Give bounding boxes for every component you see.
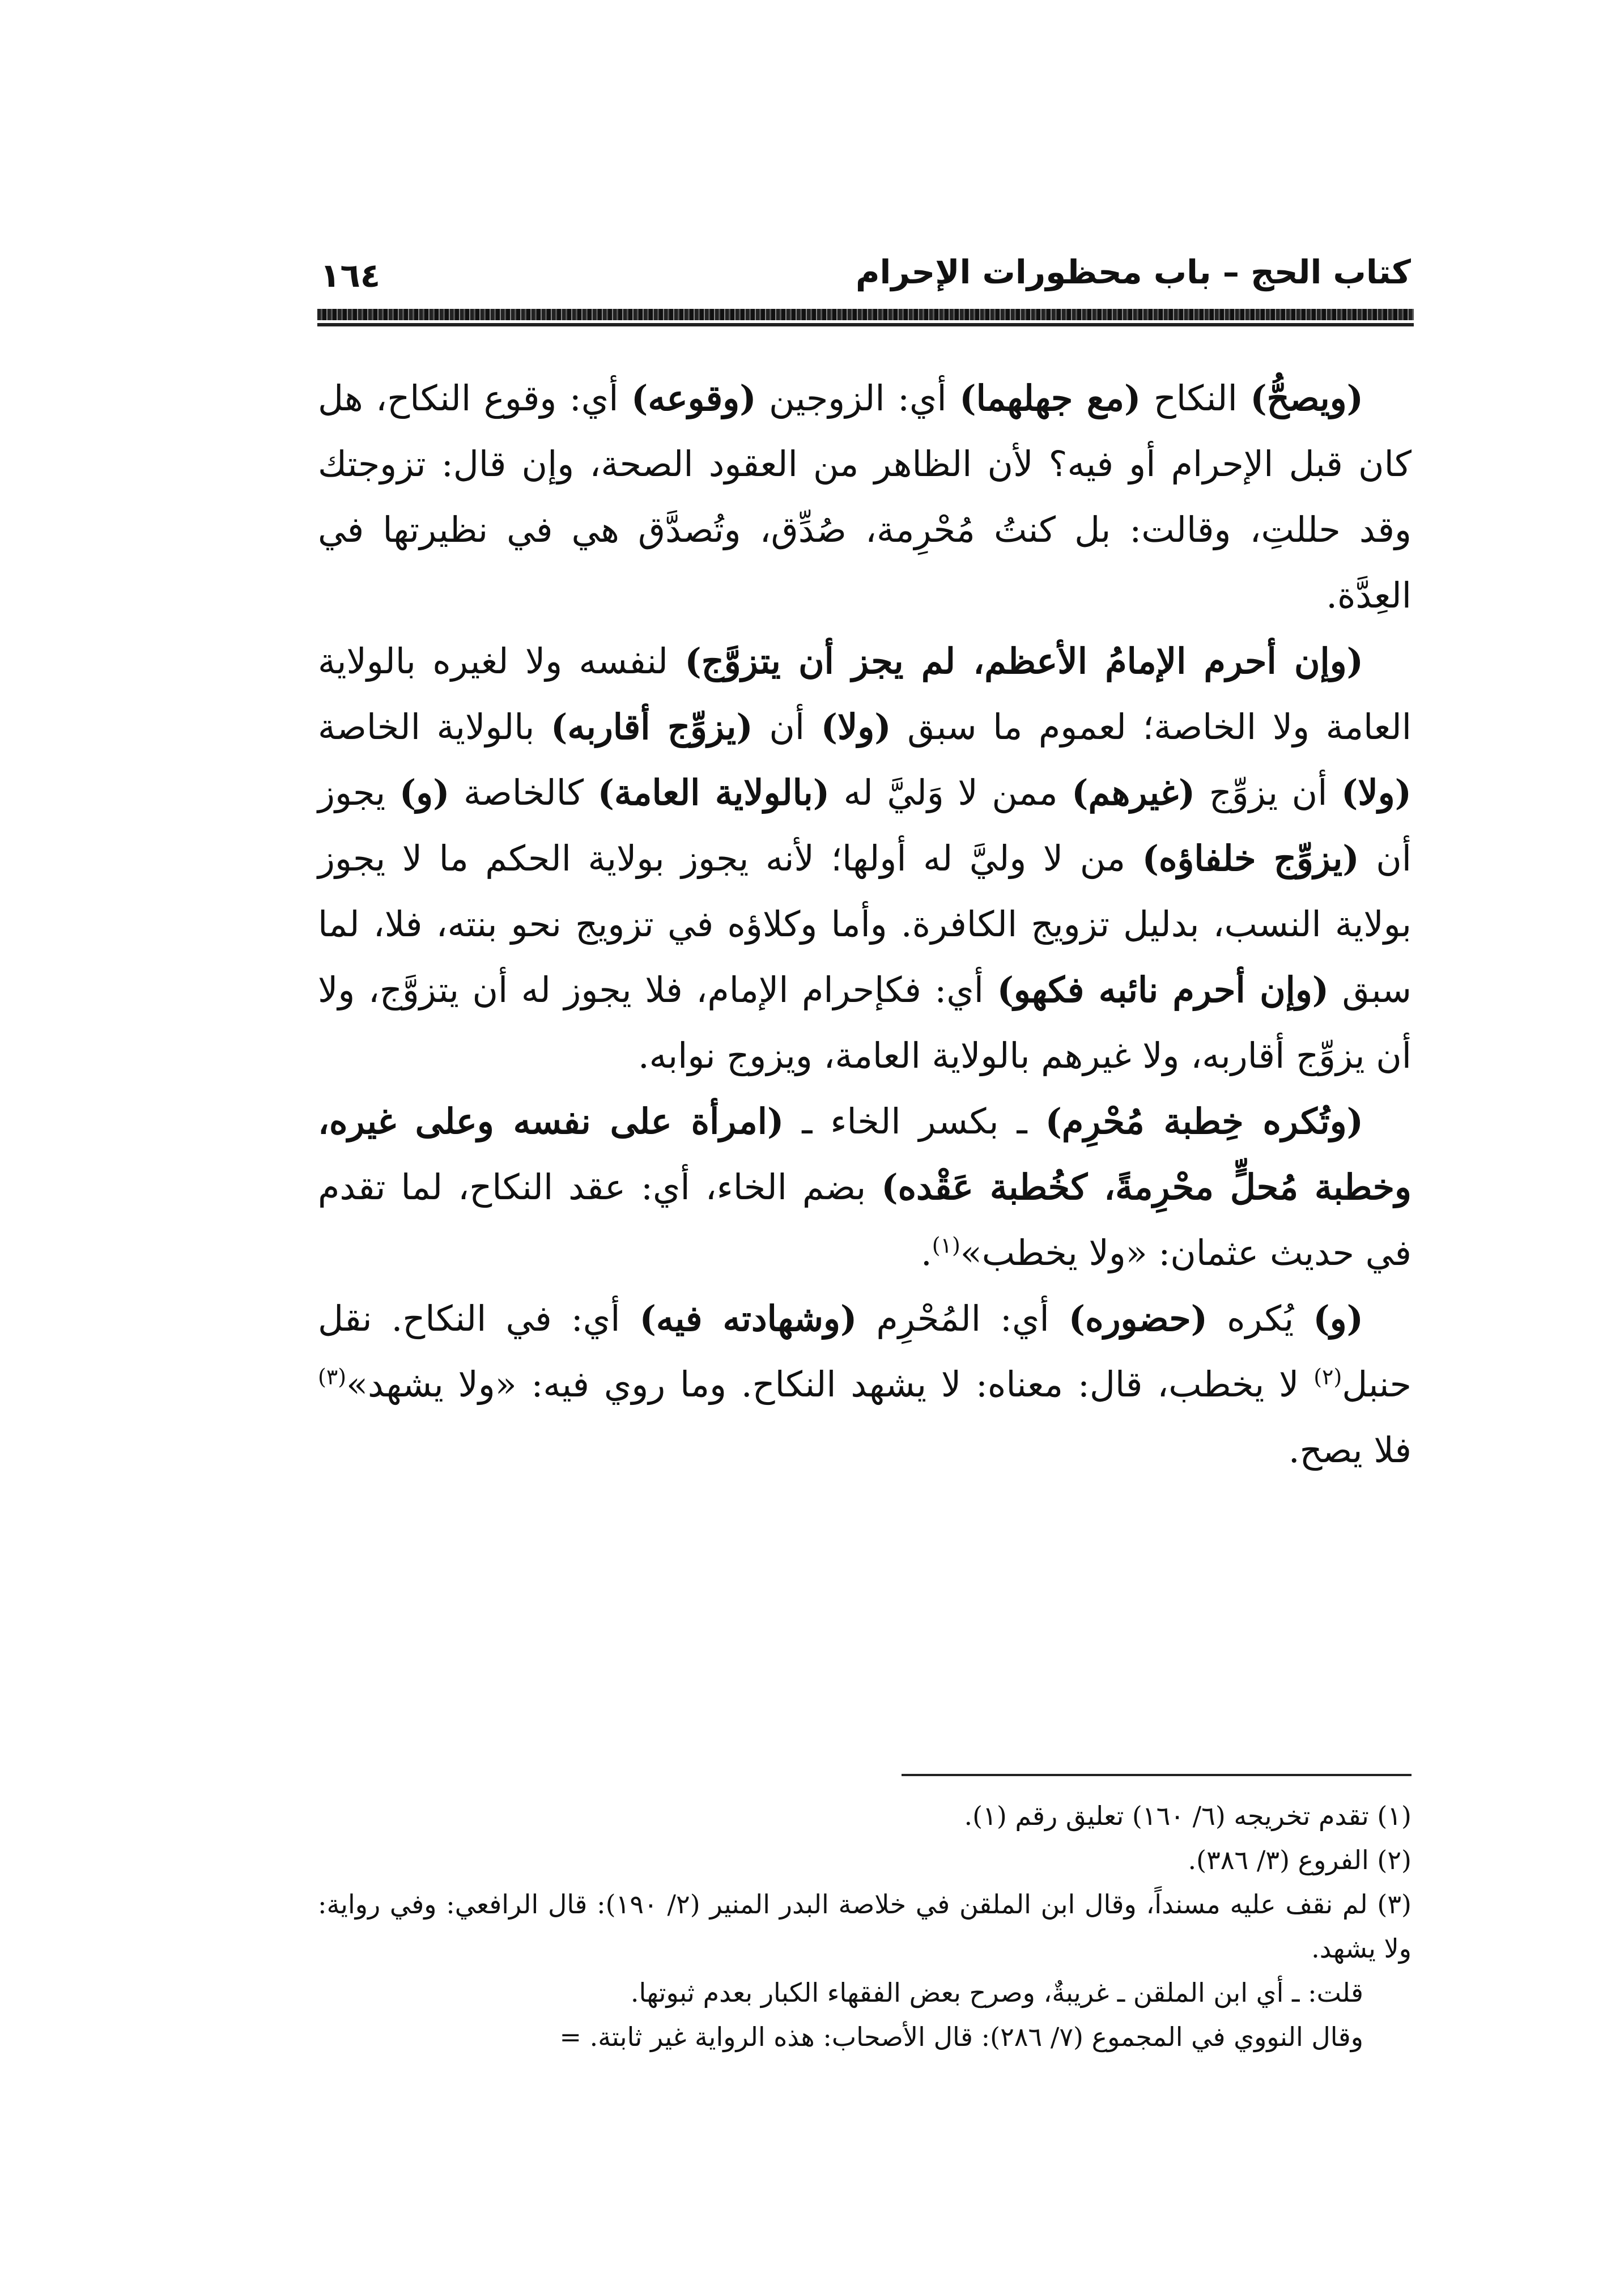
matn-text: (ويصحُّ): [1250, 377, 1363, 419]
sharh-text: لنفسه ولا لغيره بالولاية العامة ولا الخاصة؛ لعموم ما سبق: [318, 640, 1412, 748]
matn-text: (امرأة على نفسه وعلى غيره، وخطبة مُحلٍّ محْرِمةً، كخُطبة عَقْده): [318, 1101, 1412, 1208]
paragraph-3: [318, 1089, 1412, 1286]
main-text: [318, 366, 1412, 1483]
footnote-3: (٣) لم نقف عليه مسنداً، وقال ابن الملقن في خلاصة البدر المنير (٢/ ١٩٠): قال الرافعي: وفي رواية: ولا يشهد.: [318, 1889, 1412, 1964]
matn-text: (و): [1313, 1298, 1364, 1339]
sharh-text: أي: الزوجين: [756, 377, 960, 419]
matn-text: (وإن أحرم نائبه فكهو): [997, 969, 1329, 1010]
sharh-text: أي: في النكاح. نقل حنبل: [318, 1298, 1412, 1405]
header-rule-thin: [317, 323, 1414, 326]
matn-text: (و): [399, 772, 450, 813]
matn-text: (بالولاية العامة): [597, 772, 830, 813]
chapter-title: كتاب الحج – باب محظورات الإحرام: [856, 253, 1411, 291]
sharh-text: يجوز أن: [318, 772, 1412, 879]
footnotes: [318, 1794, 1412, 2059]
sharh-text: أن: [753, 706, 821, 748]
footnote-3-continuation: وقال النووي في المجموع (٧/ ٢٨٦): قال الأصحاب: هذه الرواية غير ثابتة. =: [559, 2022, 1363, 2052]
matn-text: (وشهادته فيه): [639, 1298, 857, 1339]
sharh-text: فلا يصح.: [1288, 1429, 1412, 1471]
footnote-2: (٢) الفروع (٣/ ٣٨٦).: [1188, 1845, 1412, 1875]
matn-text: (ولا): [1341, 772, 1412, 813]
paragraph-1: [318, 366, 1412, 629]
header-rule: [317, 309, 1414, 320]
sharh-text: من لا وليَّ له أولها؛ لأنه يجوز بولاية الحكم ما لا يجوز بولاية النسب، بدليل تزويج الكافرة. وأما وكلاؤه في تزويج نحو بنته، فلا، لما سبق: [318, 838, 1412, 1010]
matn-text: (وإن أحرم الإمامُ الأعظم، لم يجز أن يتزوَّج): [685, 640, 1363, 682]
sharh-text: أن يزوِّج: [1195, 772, 1342, 813]
matn-text: (ولا): [820, 706, 891, 748]
page-number: ١٦٤: [320, 256, 381, 295]
footnote-ref-3[interactable]: (٣): [318, 1364, 347, 1390]
sharh-text: أي: المُحْرِم: [857, 1298, 1069, 1339]
footnote-3-continuation: قلت: ـ أي ابن الملقن ـ غريبةٌ، وصرح بعض الفقهاء الكبار بعدم ثبوتها.: [630, 1977, 1363, 2008]
sharh-text: النكاح: [1141, 377, 1251, 419]
footnote-ref-1[interactable]: (١): [932, 1233, 960, 1258]
running-header: [320, 244, 1411, 312]
matn-text: (وتُكره خِطبة مُحْرِم): [1045, 1101, 1363, 1142]
matn-text: (يزوِّج خلفاؤه): [1142, 838, 1359, 879]
sharh-text: .: [921, 1232, 932, 1273]
sharh-text: أي: وقوع النكاح، هل كان قبل الإحرام أو فيه؟ لأن الظاهر من العقود الصحة، وإن قال: تزوجتك وقد حللتِ، وقالت: بل كنتُ مُحْرِمة، صُدِّق، وتُصدَّق هي في نظيرتها في العِدَّة.: [318, 377, 1412, 616]
paragraph-4: [318, 1286, 1412, 1483]
footnote-separator: [902, 1774, 1412, 1776]
matn-text: (غيرهم): [1072, 772, 1196, 813]
sharh-text: أي: فكإحرام الإمام، فلا يجوز له أن يتزوَّج، ولا أن يزوِّج أقاربه، ولا غيرهم بالولاية العامة، ويزوج نوابه.: [318, 969, 1412, 1076]
matn-text: (مع جهلهما): [959, 377, 1141, 419]
sharh-text: يُكره: [1208, 1298, 1313, 1339]
matn-text: (يزوِّج أقاربه): [551, 706, 753, 748]
footnote-ref-2[interactable]: (٢): [1313, 1364, 1342, 1390]
sharh-text: لا يخطب، قال: معناه: لا يشهد النكاح. وما روي فيه: «ولا يشهد»: [346, 1364, 1314, 1405]
matn-text: (وقوعه): [631, 377, 756, 419]
paragraph-2: [318, 629, 1412, 1089]
sharh-text: كالخاصة: [449, 772, 598, 813]
matn-text: (حضوره): [1068, 1298, 1208, 1339]
sharh-text: بالولاية الخاصة: [318, 706, 551, 748]
footnote-1: (١) تقدم تخريجه (٦/ ١٦٠) تعليق رقم (١).: [964, 1801, 1412, 1831]
sharh-text: ممن لا وَليَّ له: [830, 772, 1072, 813]
sharh-text: بضم الخاء، أي: عقد النكاح، لما تقدم في حديث عثمان: «ولا يخطب»: [318, 1166, 1412, 1273]
sharh-text: ـ بكسر الخاء ـ: [784, 1101, 1045, 1142]
